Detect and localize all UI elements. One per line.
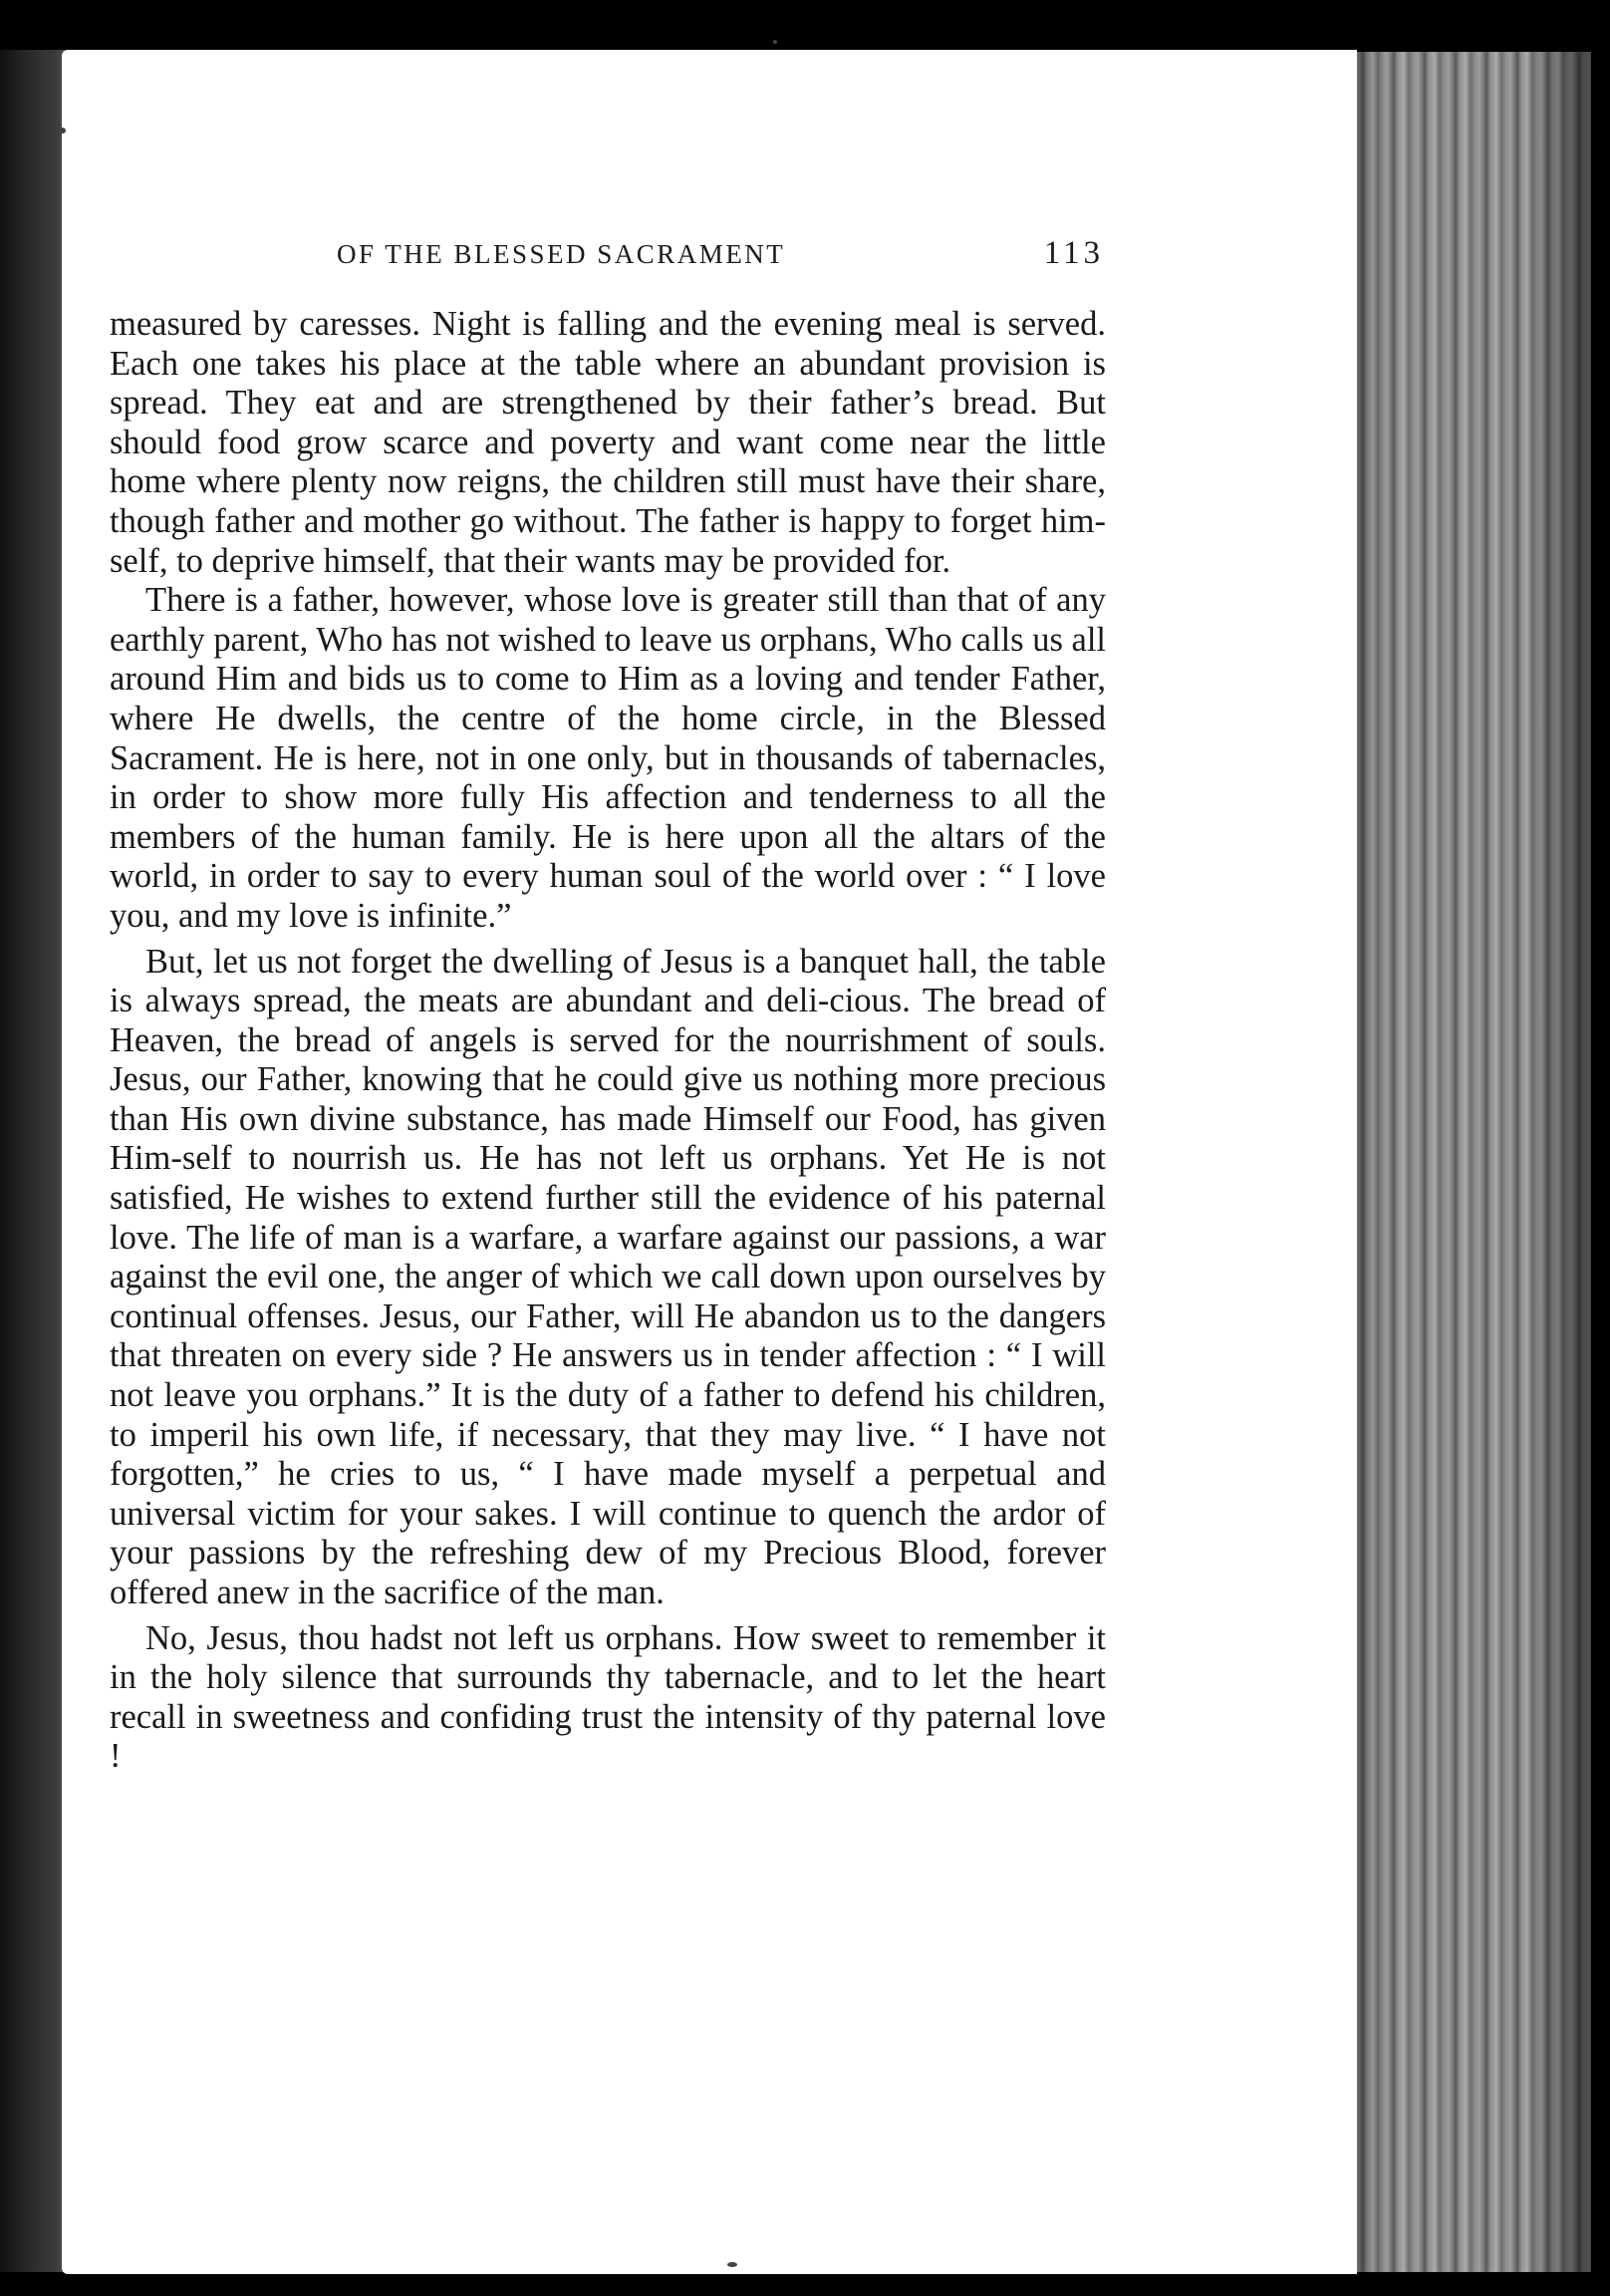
page-body-text bbox=[110, 305, 1106, 1777]
paragraph-3: But, let us not forget the dwelling of Jesus is a banquet hall, the table is always spread, the meats are abundant and deli-cious. The bread of Heaven, the bread of angels is served for the nourrishment of souls. Jesus, our Father, knowing that he could give us nothing more precious than His own divine substance, has made Himself our Food, has given Him-self to nourrish us. He has not left us orphans. Yet He is not satisfied, He wishes to extend further still the evidence of his paternal love. The life of man is a warfare, a warfare against our passions, a war against the evil one, the anger of which we call down upon ourselves by continual offenses. Jesus, our Father, will He abandon us to the dangers that threaten on every side ? He answers us in tender affection : “ I will not leave you orphans.” It is the duty of a father to defend his children, to imperil his own life, if necessary, that they may live. “ I have not forgotten,” he cries to us, “ I have made myself a perpetual and universal victim for your sakes. I will continue to quench the ardor of your passions by the refreshing dew of my Precious Blood, forever offered anew in the sacrifice of the man. bbox=[110, 942, 1106, 1611]
page-number: 113 bbox=[1043, 235, 1104, 271]
scan-speck bbox=[727, 2262, 737, 2267]
paragraph-2: There is a father, however, whose love is greater still than that of any earthly parent, Who has not wished to leave us orphans, Who calls us all around Him and bids us to come to Him as a loving and tender Father, where He dwells, the centre of the home circle, in the Blessed Sacrament. He is here, not in one only, but in thousands of tabernacles, in order to show more fully His affection and tenderness to all the members of the human family. He is here upon all the altars of the world, in order to say to every human soul of the world over : “ I love you, and my love is infinite.” bbox=[110, 581, 1106, 935]
running-head-title: OF THE BLESSED SACRAMENT bbox=[337, 239, 786, 269]
scan-speck bbox=[60, 128, 66, 134]
fore-edge-shading bbox=[1347, 52, 1591, 2272]
paragraph-1: measured by caresses. Night is falling and the evening meal is served. Each one takes his place at the table where an abundant provision is spread. They eat and are strengthened by their father’s bread. But should food grow scarce and poverty and want come near the little home where plenty now reigns, the children still must have their share, though father and mother go without. The father is happy to forget him-self, to deprive himself, that their wants may be provided for. bbox=[110, 305, 1106, 580]
running-head bbox=[110, 235, 1106, 272]
paragraph-4: No, Jesus, thou hadst not left us orphans. How sweet to remember it in the holy silence that surrounds thy tabernacle, and to let the heart recall in sweetness and confiding trust the intensity of thy paternal love ! bbox=[110, 1618, 1106, 1776]
scan-speck bbox=[773, 40, 777, 44]
